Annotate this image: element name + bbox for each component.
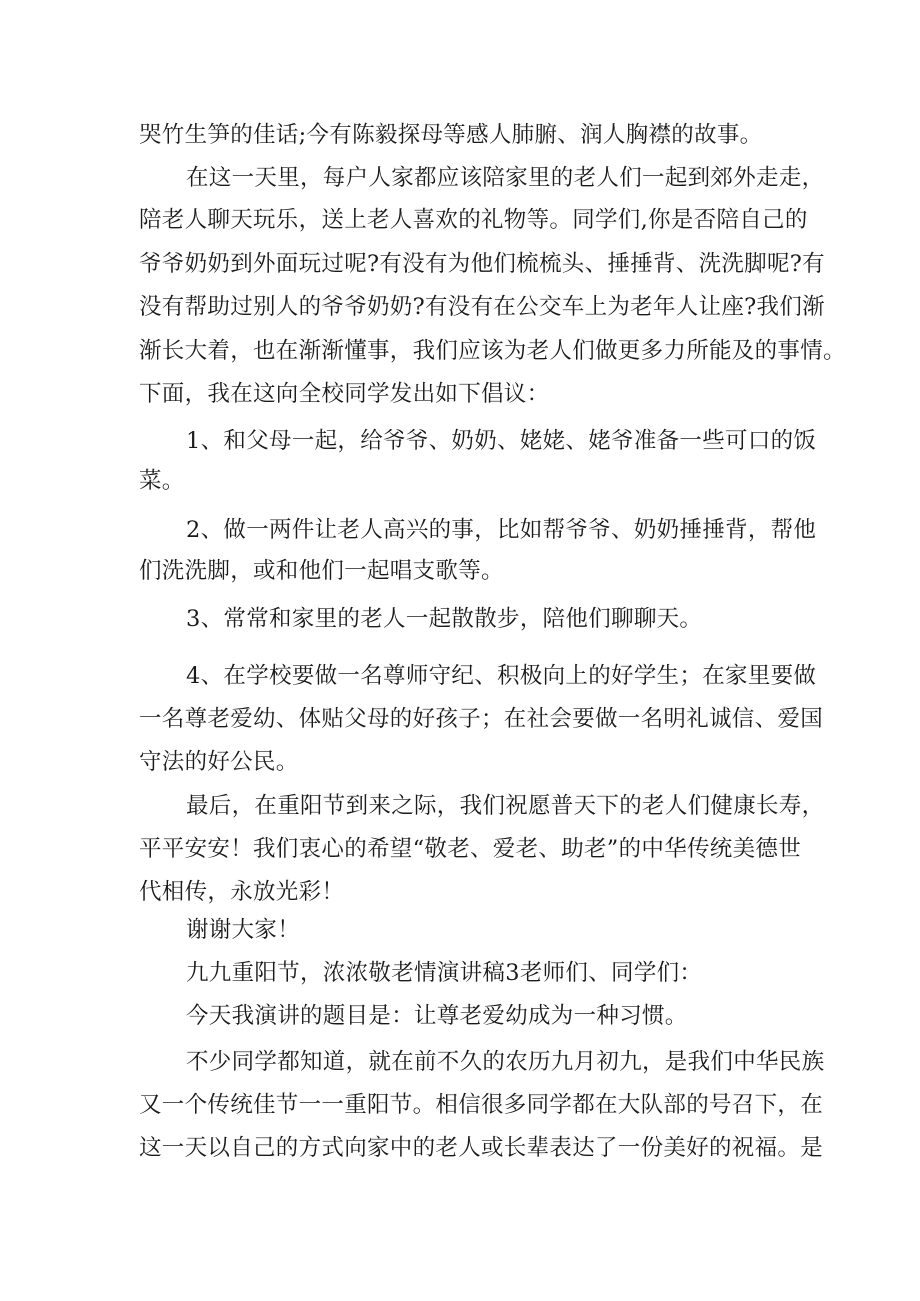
proposal-item-1: 1、和父母一起，给爷爷、奶奶、姥姥、姥爷准备一些可口的饭	[186, 428, 817, 454]
speech-topic: 今天我演讲的题目是：让尊老爱幼成为一种习惯。	[186, 1003, 688, 1029]
text-line: 又一个传统佳节一一重阳节。相信很多同学都在大队部的号召下，在	[139, 1092, 824, 1118]
text-line: 代相传，永放光彩！	[139, 879, 345, 905]
text-line: 这一天以自己的方式向家中的老人或长辈表达了一份美好的祝福。是	[139, 1135, 824, 1161]
paragraph-start-line: 不少同学都知道，就在前不久的农历九月初九，是我们中华民族	[186, 1049, 825, 1075]
proposal-item-3: 3、常常和家里的老人一起散散步，陪他们聊聊天。	[186, 606, 703, 632]
text-line: 哭竹生笋的佳话;今有陈毅探母等感人肺腑、润人胸襟的故事。	[139, 122, 763, 148]
paragraph-start-line: 在这一天里，每户人家都应该陪家里的老人们一起到郊外走走，	[186, 165, 825, 191]
paragraph-start-line: 最后，在重阳节到来之际，我们祝愿普天下的老人们健康长寿，	[186, 793, 825, 819]
speech-title: 九九重阳节，浓浓敬老情演讲稿3老师们、同学们：	[186, 960, 703, 986]
closing-thanks: 谢谢大家！	[186, 917, 301, 943]
text-line: 们洗洗脚，或和他们一起唱支歌等。	[139, 558, 504, 584]
text-line: 守法的好公民。	[139, 749, 299, 775]
proposal-item-2: 2、做一两件让老人高兴的事，比如帮爷爷、奶奶捶捶背，帮他	[186, 517, 817, 543]
text-line: 一名尊老爱幼、体贴父母的好孩子；在社会要做一名明礼诚信、爱国	[139, 706, 824, 732]
text-line: 菜。	[139, 468, 185, 494]
text-line: 下面，我在这向全校同学发出如下倡议：	[139, 381, 550, 407]
text-line: 平平安安！我们衷心的希望“敬老、爱老、助老”的中华传统美德世	[139, 836, 802, 862]
proposal-item-4: 4、在学校要做一名尊师守纪、积极向上的好学生；在家里要做	[186, 663, 817, 689]
text-line: 爷爷奶奶到外面玩过呢?有没有为他们梳梳头、捶捶背、洗洗脚呢?有	[139, 251, 825, 277]
text-line: 渐长大着，也在渐渐懂事，我们应该为老人们做更多力所能及的事情。	[139, 338, 846, 364]
text-line: 没有帮助过别人的爷爷奶奶?有没有在公交车上为老年人让座?我们渐	[139, 294, 825, 320]
text-line: 陪老人聊天玩乐，送上老人喜欢的礼物等。同学们,你是否陪自己的	[139, 207, 808, 233]
